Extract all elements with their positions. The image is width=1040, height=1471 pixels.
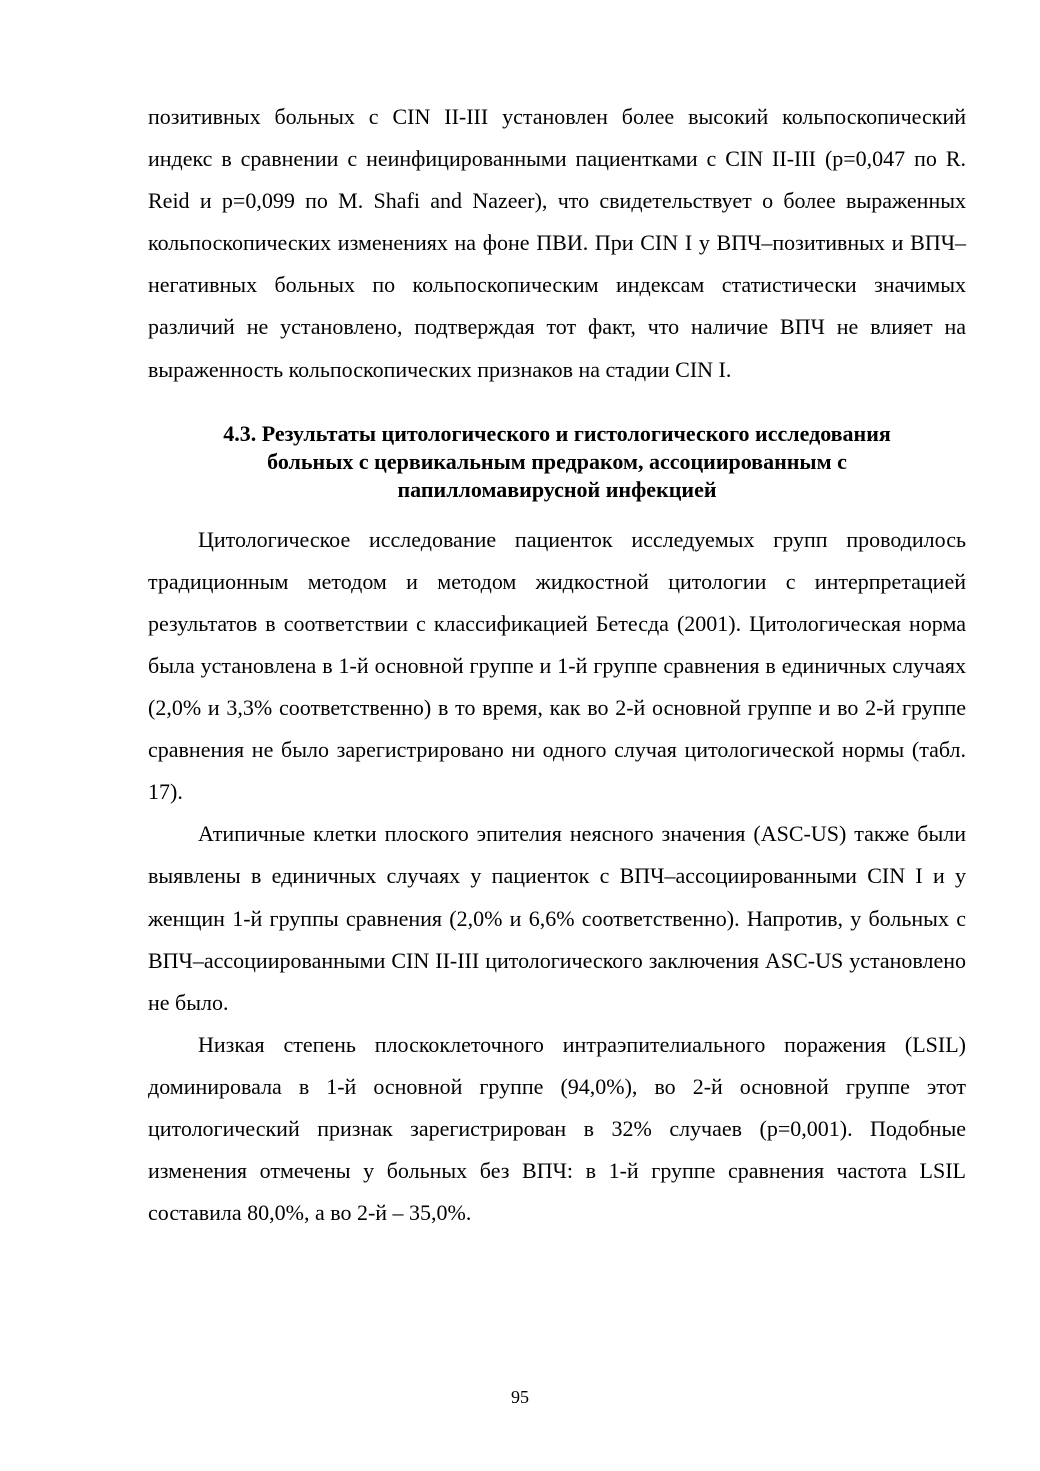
document-page bbox=[148, 96, 966, 1234]
paragraph-lsil: Низкая степень плоскоклеточного интраэпителиального поражения (LSIL) доминировала в 1-й основной группе (94,0%), во 2-й основной группе этот цитологический признак зарегистрирован в 32% случаев (р=0,001). Подобные изменения отмечены у больных без ВПЧ: в 1-й группе сравнения частота LSIL составила 80,0%, а во 2-й – 35,0%. bbox=[148, 1031, 966, 1226]
section-heading-line-3: папилломавирусной инфекцией bbox=[397, 476, 717, 502]
section-heading-line-1: 4.3. Результаты цитологического и гистологического исследования bbox=[223, 420, 891, 446]
paragraph-continued: позитивных больных с CIN II-III установлен более высокий кольпоскопический индекс в сравнении с неинфицированными пациентками с CIN II-III (р=0,047 по R. Reid и р=0,099 по M. Shafi and Nazeer), что свидетельствует о более выраженных кольпоскопических изменениях на фоне ПВИ. При CIN I у ВПЧ–позитивных и ВПЧ–негативных больных по кольпоскопическим индексам статистически значимых различий не установлено, подтверждая тот факт, что наличие ВПЧ не влияет на выраженность кольпоскопических признаков на стадии CIN I. bbox=[148, 104, 966, 382]
section-heading-line-2: больных с цервикальным предраком, ассоциированным с bbox=[267, 448, 847, 474]
paragraph-cytology-method: Цитологическое исследование пациенток исследуемых групп проводилось традиционным методом и методом жидкостной цитологии с интерпретацией результатов в соответствии с классификацией Бетесда (2001). Цитологическая норма была установлена в 1-й основной группе и 1-й группе сравнения в единичных случаях (2,0% и 3,3% соответственно) в то время, как во 2-й основной группе и во 2-й группе сравнения не было зарегистрировано ни одного случая цитологической нормы (табл. 17). bbox=[148, 526, 966, 805]
paragraph-asc-us: Атипичные клетки плоского эпителия неясного значения (ASC-US) также были выявлены в единичных случаях у пациенток с ВПЧ–ассоциированными CIN I и у женщин 1-й группы сравнения (2,0% и 6,6% соответственно). Напротив, у больных с ВПЧ–ассоциированными CIN II-III цитологического заключения ASC-US установлено не было. bbox=[148, 821, 966, 1015]
section-heading bbox=[148, 420, 966, 504]
page-number: 95 bbox=[511, 1387, 529, 1407]
